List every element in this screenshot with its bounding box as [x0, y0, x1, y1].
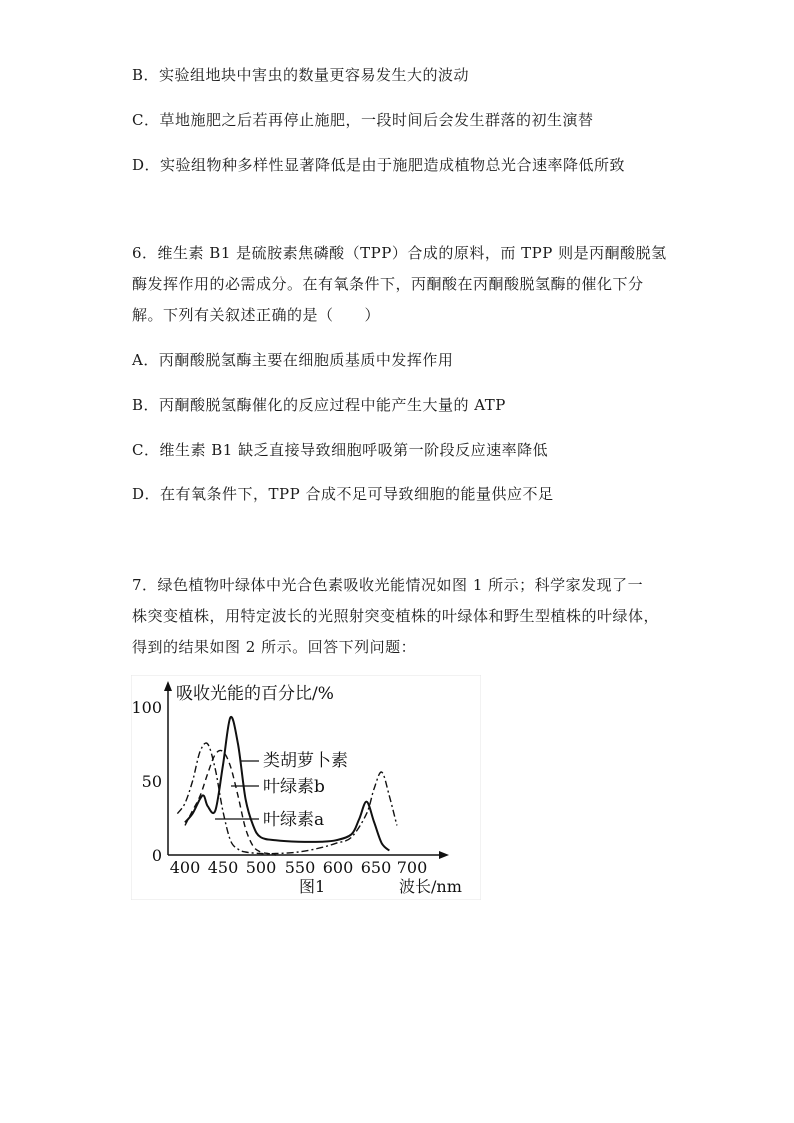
q5-option-d: D．实验组物种多样性显著降低是由于施肥造成植物总光合速率降低所致 [132, 156, 626, 174]
q7-stem-line2: 株突变植株，用特定波长的光照射突变植株的叶绿体和野生型植株的叶绿体， [132, 607, 660, 625]
figure-1 [131, 675, 481, 900]
curve-label-carotenoid: 类胡萝卜素 [263, 751, 348, 771]
q6-stem-line3: 解。下列有关叙述正确的是（ ） [132, 306, 381, 324]
q6-option-d: D．在有氧条件下，TPP 合成不足可导致细胞的能量供应不足 [132, 485, 554, 503]
q6-option-b: B．丙酮酸脱氢酶催化的反应过程中能产生大量的 ATP [132, 396, 506, 414]
x-tick-label: 600 [322, 858, 354, 877]
q6-option-a: A．丙酮酸脱氢酶主要在细胞质基质中发挥作用 [132, 351, 454, 369]
x-tick-label: 550 [284, 858, 316, 877]
q7-stem-line3: 得到的结果如图 2 所示。回答下列问题： [132, 638, 417, 656]
x-tick-label: 400 [169, 858, 201, 877]
y-tick-label: 50 [141, 772, 162, 791]
q5-option-c: C．草地施肥之后若再停止施肥，一段时间后会发生群落的初生演替 [132, 111, 594, 129]
figure-caption: 图1 [299, 877, 326, 896]
q6-option-c: C．维生素 B1 缺乏直接导致细胞呼吸第一阶段反应速率降低 [132, 441, 549, 459]
y-tick-label: 100 [131, 698, 162, 717]
x-tick-label: 700 [396, 858, 428, 877]
q5-option-b: B．实验组地块中害虫的数量更容易发生大的波动 [132, 66, 470, 84]
curve-label-chlorophyll-b: 叶绿素b [263, 777, 325, 797]
x-tick-label: 650 [360, 858, 392, 877]
curve-label-chlorophyll-a: 叶绿素a [263, 810, 325, 830]
figure-1-svg [131, 675, 481, 900]
x-tick-label: 500 [245, 858, 277, 877]
q6-stem-line2: 酶发挥作用的必需成分。在有氧条件下，丙酮酸在丙酮酸脱氢酶的催化下分 [132, 275, 644, 293]
y-axis-label: 吸收光能的百分比/% [176, 684, 334, 704]
q7-stem-line1: 7．绿色植物叶绿体中光合色素吸收光能情况如图 1 所示；科学家发现了一 [132, 576, 644, 594]
x-axis-label: 波长/nm [399, 877, 462, 896]
y-tick-label: 0 [151, 846, 162, 865]
q6-stem-line1: 6．维生素 B1 是硫胺素焦磷酸（TPP）合成的原料，而 TPP 则是丙酮酸脱氢 [132, 244, 667, 262]
x-tick-label: 450 [207, 858, 239, 877]
